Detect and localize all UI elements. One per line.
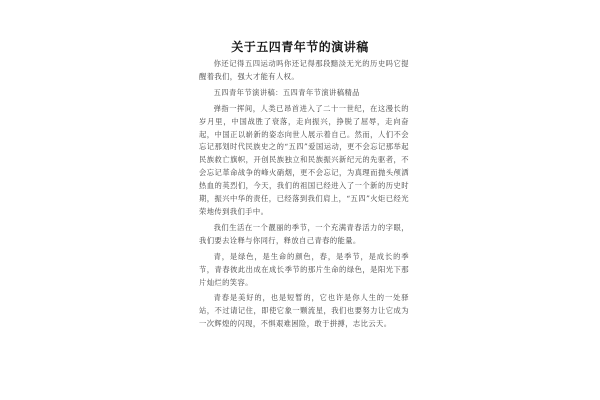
- document-title: 关于五四青年节的演讲稿: [231, 40, 369, 54]
- paragraph-history: 弹指一挥间，人类已昂首进入了二十一世纪，在这漫长的岁月里，中国战胜了衰落，走向振兴，挣脱了屈辱，走向奋起，中国正以崭新的姿态向世人展示着自己。然而，人们不会忘记那划时代民族史之的“五四”爱国运动，更不会忘记那举起民族救亡旗帜，开创民族独立和民族振兴新纪元的先驱者，不会忘记革命战争的峰火硝烟，更不会忘记，为真理而抛头颅洒热血的英烈们，今天，我们的祖国已经进入了一个新的历史时期，振兴中华的责任，已经落到我们肩上，“五四”火炬已经光荣地传到我们手中。: [199, 103, 409, 216]
- document-body: [199, 58, 409, 334]
- paragraph-subtitle: 五四青年节演讲稿：五四青年节演讲稿精品: [213, 87, 360, 97]
- paragraph-green: 青，是绿色，是生命的颜色，春，是季节，是成长的季节，青春彼此出成在成长季节的那片生命的绿色，是阳光下那片灿烂的笑容。: [199, 251, 409, 287]
- paragraph-youth: 青春是美好的，也是短暂的，它也许是你人生的一处驿站，不过请记住，即使它象一颗流星，我们也要努力让它成为一次辉煌的闪现，不惧艰难困险，敢于拼搏，志比云天。: [199, 293, 409, 329]
- paragraph-intro: 你还记得五四运动吗你还记得那段黯淡无光的历史吗它提醒着我们，强大才能有人权。: [199, 59, 409, 81]
- paragraph-season: 我们生活在一个靓丽的季节，一个充满青春活力的字眼，我们要去诠释与你同行，释放自己青春的能量。: [199, 222, 409, 245]
